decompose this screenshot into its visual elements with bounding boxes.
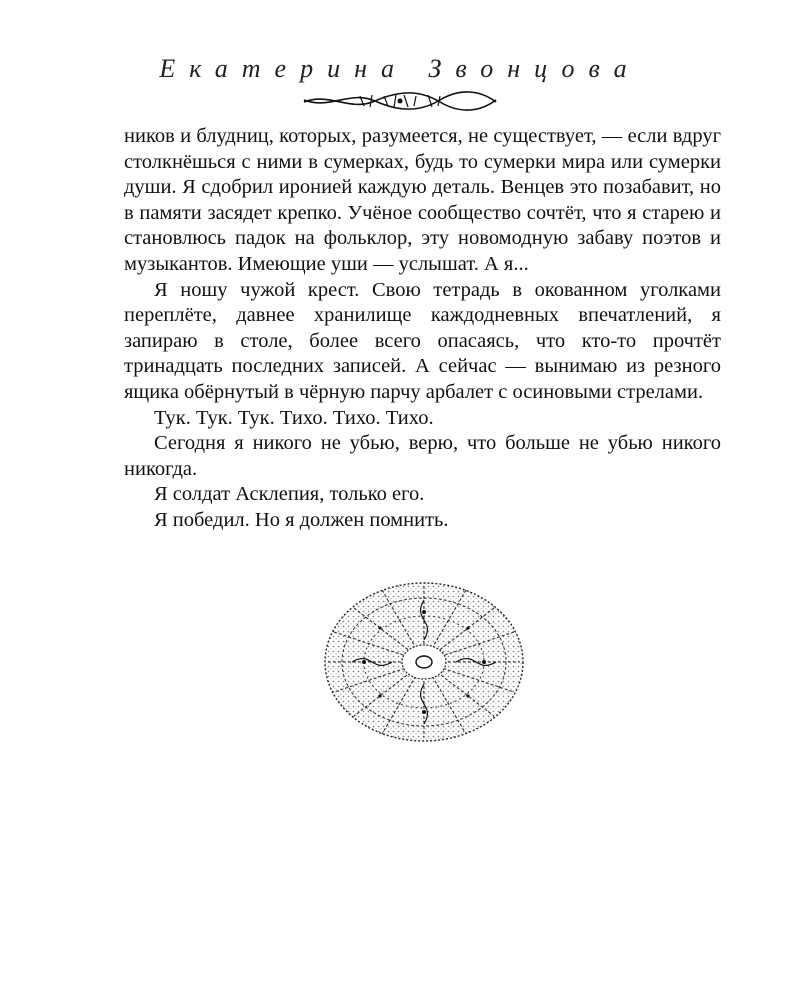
paragraph: ников и блудниц, которых, разумеется, не существует, — если вдруг столкнёшься с ними в сумерках, будь то сумерки мира или сумерки души. Я сдобрил иронией каждую деталь. Венцев это позабавит, но в памяти засядет крепко. Учёное сообщество сочтёт, что я старею и становлюсь падок на фольклор, эту новомодную забаву поэтов и музыкантов. Имеющие уши — услышат. А я... (124, 125, 721, 275)
paragraph: Сегодня я никого не убью, верю, что больше не убью никого никогда. (124, 432, 721, 480)
lace-rosette-icon (322, 580, 526, 744)
paragraph: Я солдат Асклепия, только его. (154, 483, 425, 506)
running-header (0, 52, 800, 114)
paragraph: Я ношу чужой крест. Свою тетрадь в окованном уголками переплёте, давнее хранилище каждодневных впечатлений, я запираю в столе, более всего опасаясь, что кто-то прочтёт тринадцать последних записей. А сейчас — вынимаю из резного ящика обёрнутый в чёрную парчу арбалет с осиновыми стрелами. (124, 278, 721, 403)
paragraph: Тук. Тук. Тук. Тихо. Тихо. Тихо. (154, 406, 434, 429)
body-text (124, 124, 721, 534)
vine-ornament-icon (300, 88, 500, 114)
author-name: Екатерина Звонцова (159, 54, 641, 83)
paragraph: Я победил. Но я должен помнить. (154, 508, 449, 531)
